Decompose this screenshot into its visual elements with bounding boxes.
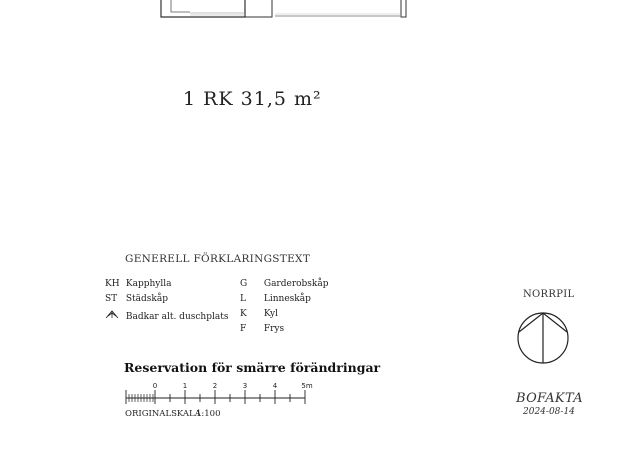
legend-label: Kapphylla [125,279,172,289]
legend-item [105,279,172,289]
legend-label: Städskåp [125,294,168,304]
legend-code: G [240,279,248,289]
legend-item [105,309,228,322]
legend-code: KH [105,279,120,289]
scale-value: 1:100 [196,409,221,419]
shower-icon [105,309,123,322]
scale-label: ORIGINALSKALA [125,409,201,419]
brand-name: BOFAKTA [516,391,583,406]
apartment-area: 1 RK 31,5 m² [183,88,322,110]
legend-item [105,294,168,304]
legend-title: GENERELL FÖRKLARINGSTEXT [125,253,311,265]
legend-label: Linneskåp [263,294,311,304]
scale-bar [118,378,318,408]
scale-tick-label: 3 [242,382,248,390]
scale-tick-label: 5m [301,382,313,390]
legend-label: Frys [263,324,285,334]
legend-code: K [240,309,247,319]
legend-label: Kyl [263,309,278,319]
floor-plan-fragment [0,0,625,20]
legend-label: Garderobskåp [263,279,329,289]
legend-item [240,324,284,334]
scale-tick-label: 4 [272,382,278,390]
north-arrow-icon [515,310,571,366]
scale-tick-label: 2 [212,382,218,390]
legend-label: Badkar alt. duschplats [125,312,229,322]
north-arrow-label: NORRPIL [523,289,575,300]
legend-code: F [240,324,247,334]
legend-item [240,279,329,289]
legend-code: ST [105,294,118,304]
reservation-note: Reservation för smärre förändringar [124,360,381,375]
legend-item [240,294,311,304]
scale-tick-label: 1 [182,382,188,390]
brand-date: 2024-08-14 [523,407,575,417]
scale-tick-label: 0 [152,382,158,390]
legend-code: L [240,294,246,304]
legend-item [240,309,278,319]
